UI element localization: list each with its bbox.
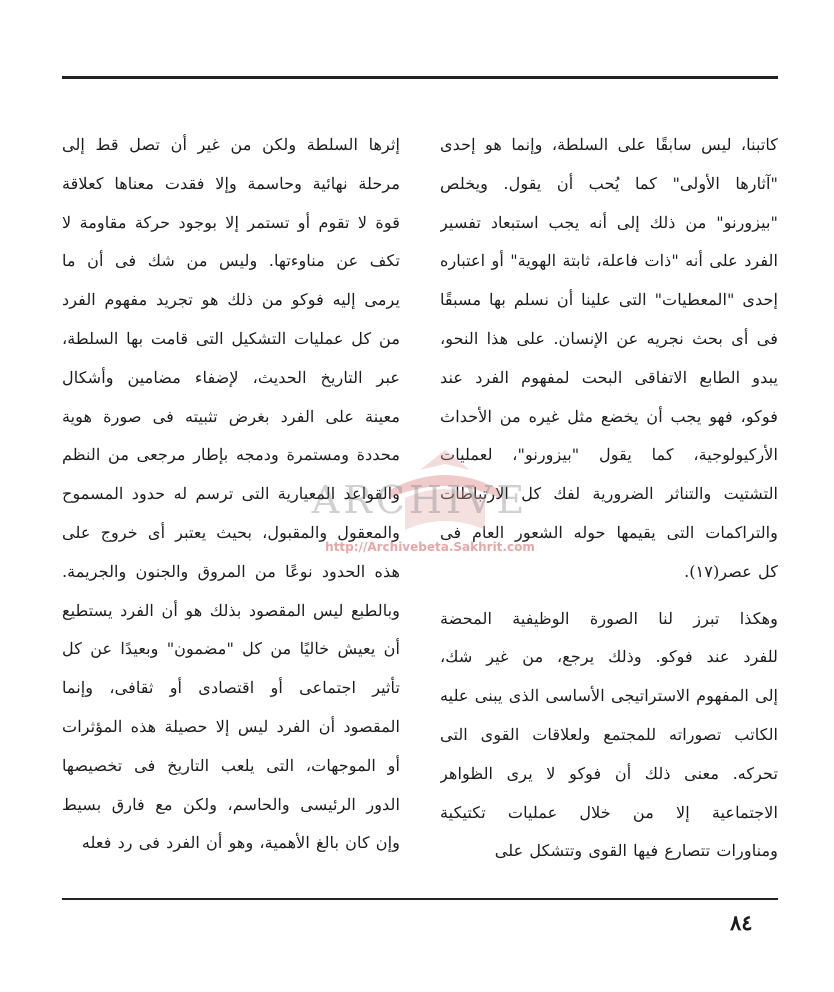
text-line: إثرها السلطة ولكن من غير أن تصل قط إلى <box>62 135 400 154</box>
text-line: كاتبنا، ليس سابقًا على السلطة، وإنما هو إحدى <box>440 135 778 154</box>
text-line: "آثارها الأولى" كما يُحب أن يقول. ويخلص <box>440 173 778 193</box>
text-line: كل عصر(١٧). <box>684 561 778 581</box>
text-line: ومناورات تتصارع فيها القوى وتتشكل على <box>494 841 778 861</box>
text-line: الأركيولوجية، كما يقول "بيزورنو"، لعمليات <box>440 445 778 465</box>
right-column-paragraph <box>440 600 778 872</box>
text-line: إلى المفهوم الاستراتيجى الأساسى الذى يبنى عليه <box>440 686 778 706</box>
text-line: الدور الرئيسى والحاسم، ولكن مع فارق بسيط <box>62 794 400 814</box>
text-line: من كل عمليات التشكيل التى قامت بها السلطة، <box>62 328 400 348</box>
text-line: فوكو، فهو يجب أن يخضع مثل غيره من الأحداث <box>440 406 778 426</box>
text-line: وهكذا تبرز لنا الصورة الوظيفية المحضة <box>440 608 778 628</box>
watermark-name: ARCHIVE <box>311 478 529 522</box>
text-line: والتراكمات التى يقيمها حوله الشعور العام فى <box>440 522 778 542</box>
text-line: الفرد على أنه "ذات فاعلة، ثابتة الهوية" أو اعتباره <box>440 251 778 271</box>
paragraph-gap <box>440 592 778 600</box>
text-line: وبالطبع ليس المقصود بذلك هو أن الفرد يستطيع <box>62 600 400 620</box>
text-line: أو الموجهات، التى يلعب التاريخ فى تخصيصها <box>62 755 400 775</box>
bottom-rule <box>62 898 778 900</box>
text-line: معينة على الفرد بغرض تثبيته فى صورة هوية <box>62 406 400 426</box>
text-line: التشتيت والتناثر الضرورية لفك كل الارتباطات <box>440 484 778 504</box>
text-line: والمعقول والمقبول، بحيث يعتبر أى خروج على <box>62 522 400 542</box>
text-line: المقصود أن الفرد ليس إلا حصيلة هذه المؤثرات <box>62 716 400 736</box>
text-line: تأثير اجتماعى أو اقتصادى أو ثقافى، وإنما <box>62 678 400 698</box>
text-line: "بيزورنو" من ذلك إلى أنه يجب استبعاد تفسير <box>440 212 778 232</box>
text-line: قوة لا تقوم أو تستمر إلا بوجود حركة مقاومة لا <box>62 212 400 232</box>
text-line: عبر التاريخ الحديث، لإضفاء مضامين وأشكال <box>62 367 400 387</box>
text-line: والقواعد المعيارية التى ترسم له حدود المسموح <box>62 484 400 504</box>
text-line: فى أى بحث نجريه عن الإنسان. على هذا النحو، <box>440 328 778 348</box>
text-line: وإن كان بالغ الأهمية، وهو أن الفرد فى رد فعله <box>81 833 400 853</box>
text-line: إحدى "المعطيات" التى علينا أن نسلم بها مسبقًا <box>440 290 778 310</box>
text-line: الكاتب تصوراته للمجتمع ولعلاقات القوى التى <box>440 724 778 744</box>
page-number: ٨٤ <box>730 910 753 935</box>
watermark-url: http://Archivebeta.Sakhrit.com <box>325 540 535 554</box>
text-line: أن يعيش خاليًا من كل "مضمون" وبعيدًا عن كل <box>62 639 400 659</box>
text-line: للفرد عند فوكو. وذلك يرجع، من غير شك، <box>440 647 778 667</box>
text-line: مرحلة نهائية وحاسمة وإلا فقدت معناها كعلاقة <box>62 173 400 193</box>
text-line: محددة ومستمرة ودمجه بإطار مرجعى من النظم <box>62 445 400 465</box>
text-line: الاجتماعية إلا من خلال عمليات تكتيكية <box>440 802 778 822</box>
top-rule <box>62 76 778 79</box>
text-line: تكف عن مناوءتها. وليس من شك فى أن ما <box>62 251 400 271</box>
text-line: يرمى إليه فوكو من ذلك هو تجريد مفهوم الفرد <box>62 290 400 310</box>
text-line: يبدو الطابع الاتفاقى البحت لمفهوم الفرد عند <box>440 367 778 387</box>
text-line: هذه الحدود نوعًا من المروق والجنون والجريمة. <box>62 561 400 581</box>
text-line: تحركه. معنى ذلك أن فوكو لا يرى الظواهر <box>440 763 778 783</box>
